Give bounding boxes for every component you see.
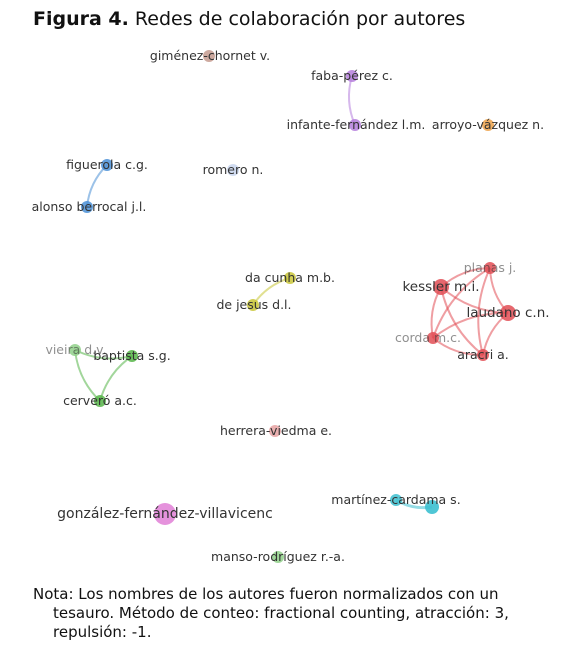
node-label-cervero: cerveró a.c. [63, 393, 137, 408]
node-label-planas: planas j. [463, 260, 517, 275]
node-label-dejesus: de jesus d.l. [216, 297, 292, 312]
node-label-infante: infante-fernández l.m. [286, 117, 426, 132]
node-label-herrera: herrera-viedma e. [219, 423, 333, 438]
node-label-manso: manso-rodríguez r.-a. [211, 549, 345, 564]
node-label-kessler: kessler m.i. [402, 279, 480, 295]
node-label-faba: faba-pérez c. [311, 68, 393, 83]
node-label-gimenez: giménez-chornet v. [149, 48, 271, 63]
figure-label: Figura 4. [33, 8, 129, 30]
node-label-figuerola: figuerola c.g. [66, 157, 148, 172]
node-label-arroyo: arroyo-vázquez n. [431, 117, 545, 132]
node-label-romero: romero n. [202, 162, 264, 177]
node-label-dacunha: da cunha m.b. [245, 270, 335, 285]
node-label-martinez: martínez-cardama s. [331, 492, 461, 507]
node-label-vieira: vieira d.v. [45, 342, 107, 357]
node-label-laudano: laudano c.n. [466, 305, 550, 321]
figure-title-text: Redes de colaboración por autores [134, 8, 466, 30]
node-label-alonso: alonso berrocal j.l. [31, 199, 147, 214]
figure-note: Nota: Los nombres de los autores fueron normalizados con un tesauro. Método de conteo: fractional counting, atracción: 3, repulsión: -1. [33, 585, 509, 641]
node-label-aracri: aracri a. [457, 347, 509, 362]
node-label-corda: corda m.c. [394, 330, 462, 345]
node-label-gonzalez: gonzález-fernández-villavicenc [57, 506, 273, 522]
node-label-baptista: baptista s.g. [93, 348, 171, 363]
labels-layer [32, 48, 550, 564]
